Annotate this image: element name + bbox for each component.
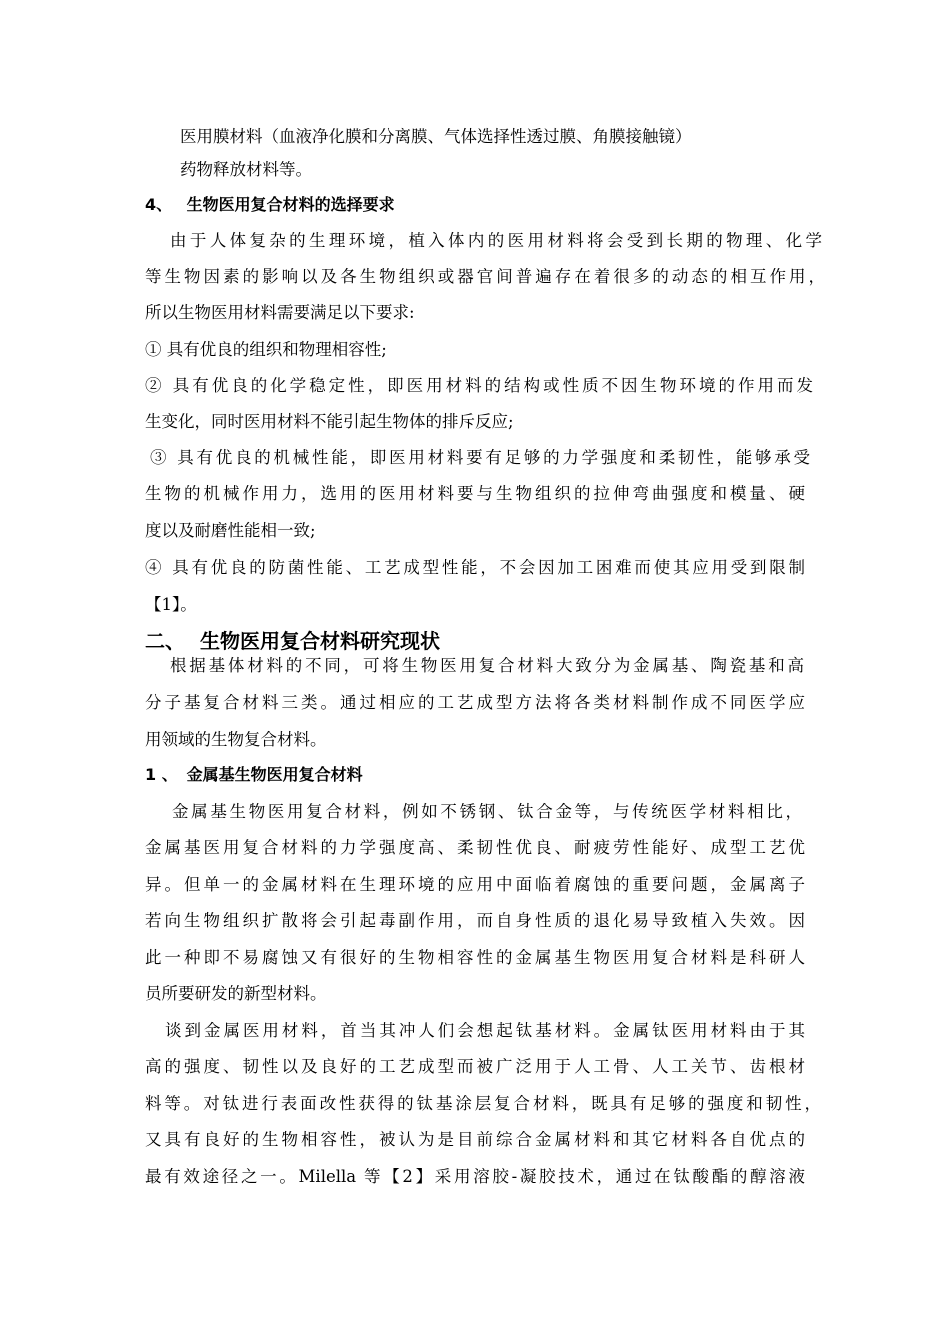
section-title: 生物医用复合材料的选择要求 — [186, 195, 395, 214]
text-line: 药物释放材料等。 — [180, 160, 312, 179]
section-number: 二、 — [145, 629, 185, 653]
text-line: 料等。对钛进行表面改性获得的钛基涂层复合材料，既具有足够的强度和韧性， — [145, 1094, 821, 1113]
text-line: 根据基体材料的不同，可将生物医用复合材料大致分为金属基、陶瓷基和高 — [170, 656, 804, 675]
text-line: ① 具有优良的组织和物理相容性; — [145, 340, 387, 359]
text-line: 员所要研发的新型材料。 — [145, 984, 327, 1003]
text-line: 【1】。 — [145, 595, 197, 614]
text-line: 用领域的生物复合材料。 — [145, 730, 327, 749]
text-line: 生物的机械作用力，选用的医用材料要与生物组织的拉伸弯曲强度和模量、硬 — [145, 484, 805, 503]
text-line: 金属基医用复合材料的力学强度高、柔韧性优良、耐疲劳性能好、成型工艺优 — [145, 838, 805, 857]
text-line: 金属基生物医用复合材料，例如不锈钢、钛合金等，与传统医学材料相比， — [172, 802, 802, 821]
text-line: 等生物因素的影响以及各生物组织或器官间普遍存在着很多的动态的相互作用， — [145, 267, 825, 286]
text-line: ④ 具有优良的防菌性能、工艺成型性能，不会因加工困难而使其应用受到限制 — [145, 558, 805, 577]
section-title: 金属基生物医用复合材料 — [186, 765, 363, 784]
section-number: 1 、 — [145, 765, 178, 784]
text-line: 所以生物医用材料需要满足以下要求: — [145, 303, 415, 322]
text-line: 谈到金属医用材料，首当其冲人们会想起钛基材料。金属钛医用材料由于其 — [165, 1021, 805, 1040]
text-line: 高的强度、韧性以及良好的工艺成型而被广泛用于人工骨、人工关节、齿根材 — [145, 1057, 805, 1076]
text-line: 分子基复合材料三类。通过相应的工艺成型方法将各类材料制作成不同医学应 — [145, 693, 805, 712]
text-line: ② 具有优良的化学稳定性，即医用材料的结构或性质不因生物环境的作用而发 — [145, 376, 813, 395]
text-line: 此一种即不易腐蚀又有很好的生物相容性的金属基生物医用复合材料是科研人 — [145, 948, 805, 967]
section-number: 4、 — [145, 195, 173, 214]
text-line: 医用膜材料（血液净化膜和分离膜、气体选择性透过膜、角膜接触镜） — [180, 127, 692, 146]
section-heading-4 — [145, 194, 395, 216]
text-line: 异。但单一的金属材料在生理环境的应用中面临着腐蚀的重要问题，金属离子 — [145, 875, 805, 894]
text-line: 由于人体复杂的生理环境，植入体内的医用材料将会受到长期的物理、化学 — [170, 231, 822, 250]
text-line: ③ 具有优良的机械性能，即医用材料要有足够的力学强度和柔韧性，能够承受 — [150, 448, 810, 467]
section-heading-1 — [145, 764, 363, 786]
text-line: 生变化，同时医用材料不能引起生物体的排斥反应; — [145, 412, 514, 431]
section-heading-2 — [145, 628, 440, 654]
text-line: 若向生物组织扩散将会引起毒副作用，而自身性质的退化易导致植入失效。因 — [145, 911, 805, 930]
text-line: 度以及耐磨性能相一致; — [145, 521, 316, 540]
text-line: 最有效途径之一。Milella 等【2】采用溶胶-凝胶技术，通过在钛酸酯的醇溶液 — [145, 1167, 805, 1186]
text-line: 又具有良好的生物相容性，被认为是目前综合金属材料和其它材料各自优点的 — [145, 1130, 805, 1149]
section-title: 生物医用复合材料研究现状 — [199, 629, 440, 653]
